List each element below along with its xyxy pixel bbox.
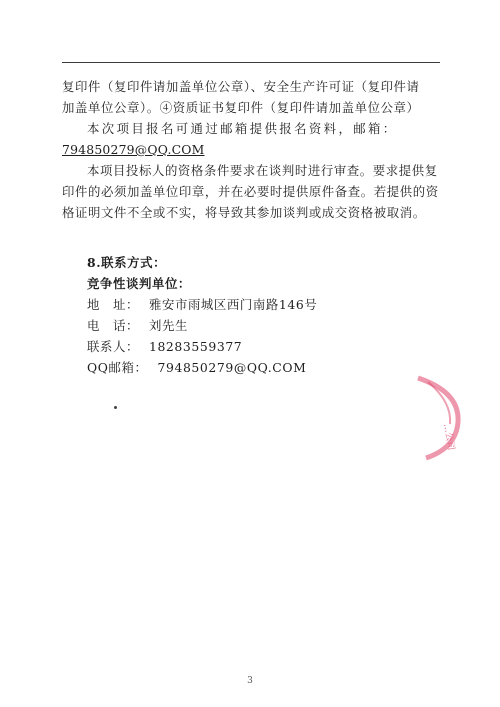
paragraph-line-2: 加盖单位公章）。④资质证书复印件（复印件请加盖单位公章） <box>62 100 420 115</box>
review-paragraph: 本项目投标人的资格条件要求在谈判时进行审查。要求提供复印件的必须加盖单位印章，并在必要时提供原件备查。若提供的资格证明文件不全或不实，将导致其参加谈判或成交资格被取消。 <box>62 163 439 220</box>
registration-email: 794850279@QQ.COM <box>62 142 205 157</box>
header-rule <box>62 62 440 63</box>
person-label: 联系人： <box>87 339 139 354</box>
person-value: 18283559377 <box>148 339 243 354</box>
address-row <box>87 294 442 315</box>
email-value: 794850279@QQ.COM <box>157 360 307 375</box>
address-value: 雅安市雨城区西门南路146号 <box>148 297 318 312</box>
contact-heading: 8.联系方式： <box>87 255 167 270</box>
page-number: 3 <box>247 676 253 686</box>
paragraph-line-1: 复印件（复印件请加盖单位公章）、安全生产许可证（复印件请 <box>62 79 420 94</box>
phone-value: 刘先生 <box>148 318 188 333</box>
phone-label: 电 话： <box>87 318 139 333</box>
document-body <box>62 76 442 223</box>
registration-text: 本次项目报名可通过邮箱提供报名资料，邮箱： <box>87 121 398 136</box>
ink-dot <box>114 406 117 409</box>
stamp-text: …公司 <box>441 422 456 452</box>
email-label: QQ邮箱： <box>87 360 148 375</box>
address-label: 地 址： <box>87 297 139 312</box>
contact-section <box>62 252 442 378</box>
person-row <box>87 336 442 357</box>
phone-row <box>87 315 442 336</box>
official-seal-stamp <box>408 372 468 462</box>
email-row <box>87 357 442 378</box>
org-heading: 竞争性谈判单位： <box>87 276 191 291</box>
